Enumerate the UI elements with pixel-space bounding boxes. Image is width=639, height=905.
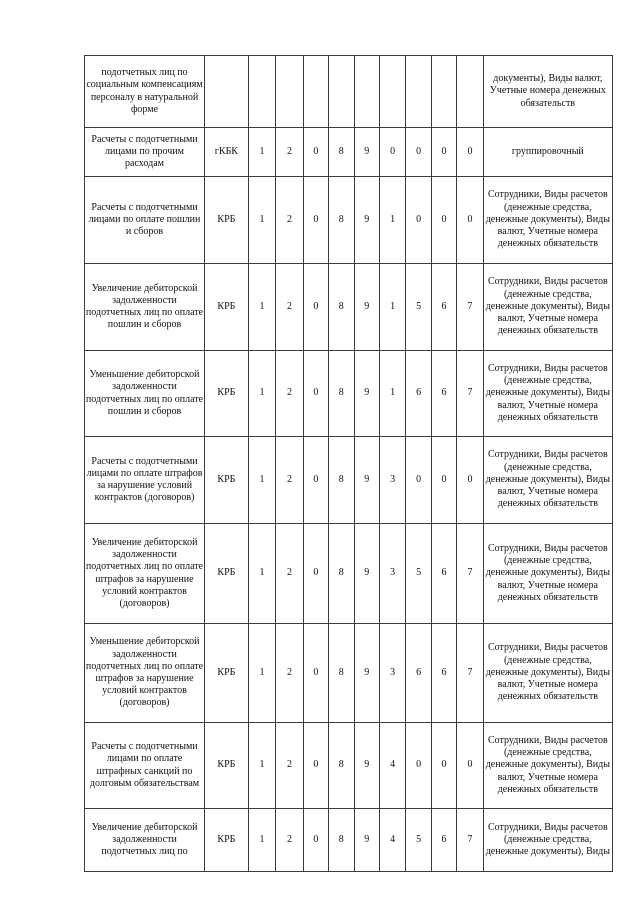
account-digit-cell: 8 (329, 351, 354, 437)
account-digit-cell: 9 (354, 351, 379, 437)
account-name-cell: Уменьшение дебиторской задолженности подотчетных лиц по оплате штрафов за нарушение условий контрактов (договоров) (85, 624, 205, 723)
account-digit-cell: 0 (457, 177, 483, 264)
account-digit-cell: 8 (329, 128, 354, 177)
table-body (85, 56, 613, 872)
account-digit-cell: 0 (303, 624, 328, 723)
table-row (85, 723, 613, 809)
account-digit-cell: 9 (354, 723, 379, 809)
account-digit-cell: 1 (248, 524, 275, 624)
account-digit-cell: 6 (431, 524, 456, 624)
account-type-cell: КРБ (205, 177, 249, 264)
analytics-cell: группировочный (483, 128, 612, 177)
account-digit-cell: 2 (276, 351, 303, 437)
account-digit-cell: 5 (406, 809, 431, 872)
account-digit-cell: 1 (248, 723, 275, 809)
account-digit-cell: 3 (379, 624, 405, 723)
analytics-cell: Сотрудники, Виды расчетов (денежные средства, денежные документы), Виды валют, Учетные номера денежных обязательств (483, 723, 612, 809)
account-digit-cell: 9 (354, 264, 379, 351)
analytics-cell: Сотрудники, Виды расчетов (денежные средства, денежные документы), Виды валют, Учетные номера денежных обязательств (483, 264, 612, 351)
table-row (85, 128, 613, 177)
account-digit-cell: 0 (406, 437, 431, 524)
account-digit-cell: 2 (276, 809, 303, 872)
account-type-cell: КРБ (205, 723, 249, 809)
account-digit-cell: 0 (457, 723, 483, 809)
account-digit-cell: 1 (248, 128, 275, 177)
table-row (85, 624, 613, 723)
account-digit-cell: 9 (354, 128, 379, 177)
account-digit-cell: 7 (457, 264, 483, 351)
account-type-cell: гКБК (205, 128, 249, 177)
account-digit-cell: 7 (457, 809, 483, 872)
account-digit-cell (276, 56, 303, 128)
table-row (85, 177, 613, 264)
account-digit-cell (379, 56, 405, 128)
account-digit-cell: 9 (354, 524, 379, 624)
account-digit-cell: 6 (431, 809, 456, 872)
account-digit-cell: 6 (406, 624, 431, 723)
account-digit-cell: 3 (379, 524, 405, 624)
account-digit-cell: 6 (431, 624, 456, 723)
account-digit-cell: 0 (457, 128, 483, 177)
analytics-cell: Сотрудники, Виды расчетов (денежные средства, денежные документы), Виды валют, Учетные номера денежных обязательств (483, 524, 612, 624)
account-digit-cell: 2 (276, 177, 303, 264)
account-digit-cell: 0 (431, 128, 456, 177)
account-digit-cell: 9 (354, 177, 379, 264)
account-digit-cell: 7 (457, 524, 483, 624)
account-type-cell: КРБ (205, 624, 249, 723)
table-row (85, 437, 613, 524)
account-name-cell: Увеличение дебиторской задолженности подотчетных лиц по оплате пошлин и сборов (85, 264, 205, 351)
account-digit-cell: 6 (431, 351, 456, 437)
account-digit-cell: 0 (406, 723, 431, 809)
account-digit-cell: 4 (379, 723, 405, 809)
account-digit-cell: 8 (329, 524, 354, 624)
account-digit-cell: 5 (406, 524, 431, 624)
account-digit-cell: 0 (406, 177, 431, 264)
account-digit-cell: 0 (406, 128, 431, 177)
account-digit-cell: 2 (276, 723, 303, 809)
account-digit-cell: 1 (248, 809, 275, 872)
table-row (85, 264, 613, 351)
account-digit-cell: 9 (354, 437, 379, 524)
account-digit-cell (303, 56, 328, 128)
account-name-cell: Расчеты с подотчетными лицами по прочим расходам (85, 128, 205, 177)
account-digit-cell: 1 (248, 624, 275, 723)
account-digit-cell (354, 56, 379, 128)
account-digit-cell: 0 (303, 437, 328, 524)
table-row (85, 351, 613, 437)
account-digit-cell: 0 (303, 264, 328, 351)
account-digit-cell (406, 56, 431, 128)
account-digit-cell: 3 (379, 437, 405, 524)
account-digit-cell: 6 (431, 264, 456, 351)
account-digit-cell: 8 (329, 177, 354, 264)
account-digit-cell: 2 (276, 624, 303, 723)
account-digit-cell (457, 56, 483, 128)
account-digit-cell: 0 (431, 177, 456, 264)
account-digit-cell: 1 (248, 351, 275, 437)
account-name-cell: Расчеты с подотчетными лицами по оплате штрафных санкций по долговым обязательствам (85, 723, 205, 809)
account-digit-cell: 2 (276, 264, 303, 351)
account-type-cell: КРБ (205, 264, 249, 351)
account-digit-cell: 2 (276, 437, 303, 524)
account-name-cell: Увеличение дебиторской задолженности подотчетных лиц по (85, 809, 205, 872)
account-digit-cell: 6 (406, 351, 431, 437)
account-digit-cell: 1 (248, 264, 275, 351)
account-digit-cell: 8 (329, 809, 354, 872)
account-digit-cell: 0 (431, 437, 456, 524)
account-digit-cell (329, 56, 354, 128)
account-digit-cell: 0 (303, 809, 328, 872)
account-digit-cell: 7 (457, 624, 483, 723)
account-digit-cell: 2 (276, 128, 303, 177)
table-row (85, 56, 613, 128)
account-type-cell: КРБ (205, 524, 249, 624)
account-type-cell: КРБ (205, 437, 249, 524)
account-digit-cell: 8 (329, 723, 354, 809)
account-digit-cell (248, 56, 275, 128)
account-digit-cell: 0 (431, 723, 456, 809)
account-type-cell: КРБ (205, 351, 249, 437)
account-type-cell (205, 56, 249, 128)
account-name-cell: Расчеты с подотчетными лицами по оплате штрафов за нарушение условий контрактов (договоров) (85, 437, 205, 524)
account-digit-cell: 4 (379, 809, 405, 872)
account-digit-cell: 1 (248, 177, 275, 264)
account-digit-cell: 0 (303, 723, 328, 809)
account-name-cell: Уменьшение дебиторской задолженности подотчетных лиц по оплате пошлин и сборов (85, 351, 205, 437)
account-digit-cell: 7 (457, 351, 483, 437)
account-digit-cell: 1 (379, 264, 405, 351)
account-digit-cell: 0 (303, 351, 328, 437)
account-digit-cell: 0 (303, 524, 328, 624)
account-name-cell: Расчеты с подотчетными лицами по оплате пошлин и сборов (85, 177, 205, 264)
account-digit-cell: 8 (329, 624, 354, 723)
account-name-cell: Увеличение дебиторской задолженности подотчетных лиц по оплате штрафов за нарушение условий контрактов (договоров) (85, 524, 205, 624)
account-digit-cell: 1 (379, 177, 405, 264)
account-digit-cell: 5 (406, 264, 431, 351)
account-digit-cell (431, 56, 456, 128)
analytics-cell: документы), Виды валют, Учетные номера денежных обязательств (483, 56, 612, 128)
account-digit-cell: 1 (379, 351, 405, 437)
analytics-cell: Сотрудники, Виды расчетов (денежные средства, денежные документы), Виды валют, Учетные номера денежных обязательств (483, 624, 612, 723)
account-digit-cell: 8 (329, 264, 354, 351)
account-digit-cell: 8 (329, 437, 354, 524)
account-name-cell: подотчетных лиц по социальным компенсациям персоналу в натуральной форме (85, 56, 205, 128)
account-digit-cell: 2 (276, 524, 303, 624)
chart-of-accounts-table (84, 55, 613, 872)
account-digit-cell: 0 (303, 128, 328, 177)
account-digit-cell: 1 (248, 437, 275, 524)
analytics-cell: Сотрудники, Виды расчетов (денежные средства, денежные документы), Виды (483, 809, 612, 872)
account-type-cell: КРБ (205, 809, 249, 872)
table-row (85, 809, 613, 872)
account-digit-cell: 0 (303, 177, 328, 264)
account-digit-cell: 9 (354, 809, 379, 872)
account-digit-cell: 0 (457, 437, 483, 524)
analytics-cell: Сотрудники, Виды расчетов (денежные средства, денежные документы), Виды валют, Учетные номера денежных обязательств (483, 177, 612, 264)
account-digit-cell: 9 (354, 624, 379, 723)
analytics-cell: Сотрудники, Виды расчетов (денежные средства, денежные документы), Виды валют, Учетные номера денежных обязательств (483, 351, 612, 437)
analytics-cell: Сотрудники, Виды расчетов (денежные средства, денежные документы), Виды валют, Учетные номера денежных обязательств (483, 437, 612, 524)
account-digit-cell: 0 (379, 128, 405, 177)
table-row (85, 524, 613, 624)
